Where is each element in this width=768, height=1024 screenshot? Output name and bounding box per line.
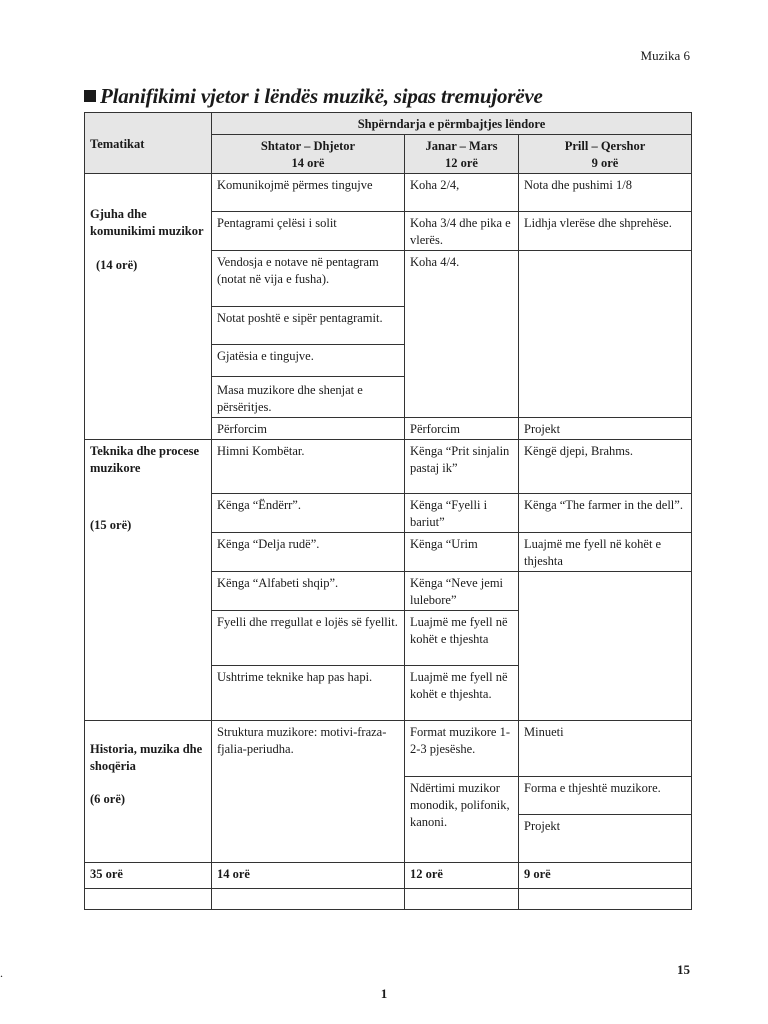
empty-row-cell-1 [85, 889, 212, 910]
t2-c1-r5: Fyelli dhe rregullat e lojës së fyellit. [212, 611, 405, 666]
t1-c1-r1: Komunikojmë përmes tingujve [212, 174, 405, 212]
t1-c3-r2: Lidhja vlerëse dhe shprehëse. [519, 212, 692, 251]
page-title-text: Planifikimi vjetor i lëndës muzikë, sipas tremujorëve [100, 84, 543, 108]
t1-c1-r5: Gjatësia e tingujve. [212, 345, 405, 377]
theme-2-cell [85, 440, 212, 721]
period-3-name: Prill – Qershor [564, 139, 646, 153]
t2-c2-r3: Kënga “Urim [405, 533, 519, 572]
t3-c1-r1: Struktura muzikore: motivi-fraza-fjalia-periudha. [212, 721, 405, 863]
total-all: 35 orë [85, 863, 212, 889]
header-period-3 [519, 135, 692, 174]
t3-c3-r2: Forma e thjeshtë muzikore. [519, 777, 692, 815]
theme-3-hours: (6 orë) [90, 792, 126, 806]
t2-c1-r6: Ushtrime teknike hap pas hapi. [212, 666, 405, 721]
period-2-name: Janar – Mars [425, 139, 498, 153]
header-distribution: Shpërndarja e përmbajtjes lëndore [212, 113, 692, 135]
t2-c1-r1: Himni Kombëtar. [212, 440, 405, 494]
sheet-number: 1 [380, 986, 388, 1001]
t1-c2-r7: Përforcim [405, 418, 519, 440]
t1-c1-r6: Masa muzikore dhe shenjat e përsëritjes. [212, 377, 405, 418]
theme-3-name: Historia, muzika dhe shoqëria [90, 742, 203, 773]
page-title [84, 84, 543, 109]
theme-1-cell [85, 174, 212, 440]
theme-1-name: Gjuha dhe komunikimi muzikor [90, 207, 204, 238]
t2-c3-r2: Kënga “The farmer in the dell”. [519, 494, 692, 533]
t2-c1-r3: Kënga “Delja rudë”. [212, 533, 405, 572]
t2-c1-r4: Kënga “Alfabeti shqip”. [212, 572, 405, 611]
t1-c2-r3: Koha 4/4. [405, 251, 519, 418]
t2-c2-r4: Kënga “Neve jemi lulebore” [405, 572, 519, 611]
t1-c2-r1: Koha 2/4, [405, 174, 519, 212]
annual-plan-table [84, 112, 692, 910]
t1-c3-r3 [519, 251, 692, 418]
total-period-1: 14 orë [212, 863, 405, 889]
t2-c2-r5: Luajmë me fyell në kohët e thjeshta [405, 611, 519, 666]
theme-2-name: Teknika dhe procese muzikore [90, 444, 200, 475]
header-tematikat: Tematikat [85, 113, 212, 174]
theme-3-cell [85, 721, 212, 863]
total-period-3: 9 orë [519, 863, 692, 889]
total-period-2: 12 orë [405, 863, 519, 889]
t2-c2-r1: Kënga “Prit sinjalin pastaj ik” [405, 440, 519, 494]
t2-c2-r6: Luajmë me fyell në kohët e thjeshta. [405, 666, 519, 721]
theme-2-hours: (15 orë) [90, 518, 132, 532]
footer-dot: . [0, 966, 3, 980]
t1-c1-r7: Përforcim [212, 418, 405, 440]
t3-c3-r3: Projekt [519, 815, 692, 863]
t1-c3-r1: Nota dhe pushimi 1/8 [519, 174, 692, 212]
page-number: 15 [677, 962, 690, 977]
t2-c1-r2: Kënga “Ëndërr”. [212, 494, 405, 533]
t2-c2-r2: Kënga “Fyelli i bariut” [405, 494, 519, 533]
theme-1-hours: (14 orë) [96, 258, 138, 272]
book-running-header: Muzika 6 [640, 48, 690, 63]
t1-c3-r7: Projekt [519, 418, 692, 440]
t1-c1-r2: Pentagrami çelësi i solit [212, 212, 405, 251]
t3-c2-r1: Format muzikore 1-2-3 pjesëshe. [405, 721, 519, 777]
t2-c3-r3: Luajmë me fyell në kohët e thjeshta [519, 533, 692, 572]
header-period-1 [212, 135, 405, 174]
header-period-2 [405, 135, 519, 174]
t3-c3-r1: Minueti [519, 721, 692, 777]
empty-row-cell-4 [519, 889, 692, 910]
t2-c3-r1: Këngë djepi, Brahms. [519, 440, 692, 494]
t2-c3-r4 [519, 572, 692, 721]
t1-c1-r3: Vendosja e notave në pentagram (notat në vija e fusha). [212, 251, 405, 307]
period-1-name: Shtator – Dhjetor [260, 139, 356, 153]
period-2-hours: 12 orë [445, 156, 478, 170]
t1-c1-r4: Notat poshtë e sipër pentagramit. [212, 307, 405, 345]
t3-c2-r2: Ndërtimi muzikor monodik, polifonik, kanoni. [405, 777, 519, 863]
period-1-hours: 14 orë [291, 156, 325, 170]
empty-row-cell-3 [405, 889, 519, 910]
empty-row-cell-2 [212, 889, 405, 910]
square-bullet-icon [84, 90, 96, 102]
t1-c2-r2: Koha 3/4 dhe pika e vlerës. [405, 212, 519, 251]
period-3-hours: 9 orë [591, 156, 619, 170]
